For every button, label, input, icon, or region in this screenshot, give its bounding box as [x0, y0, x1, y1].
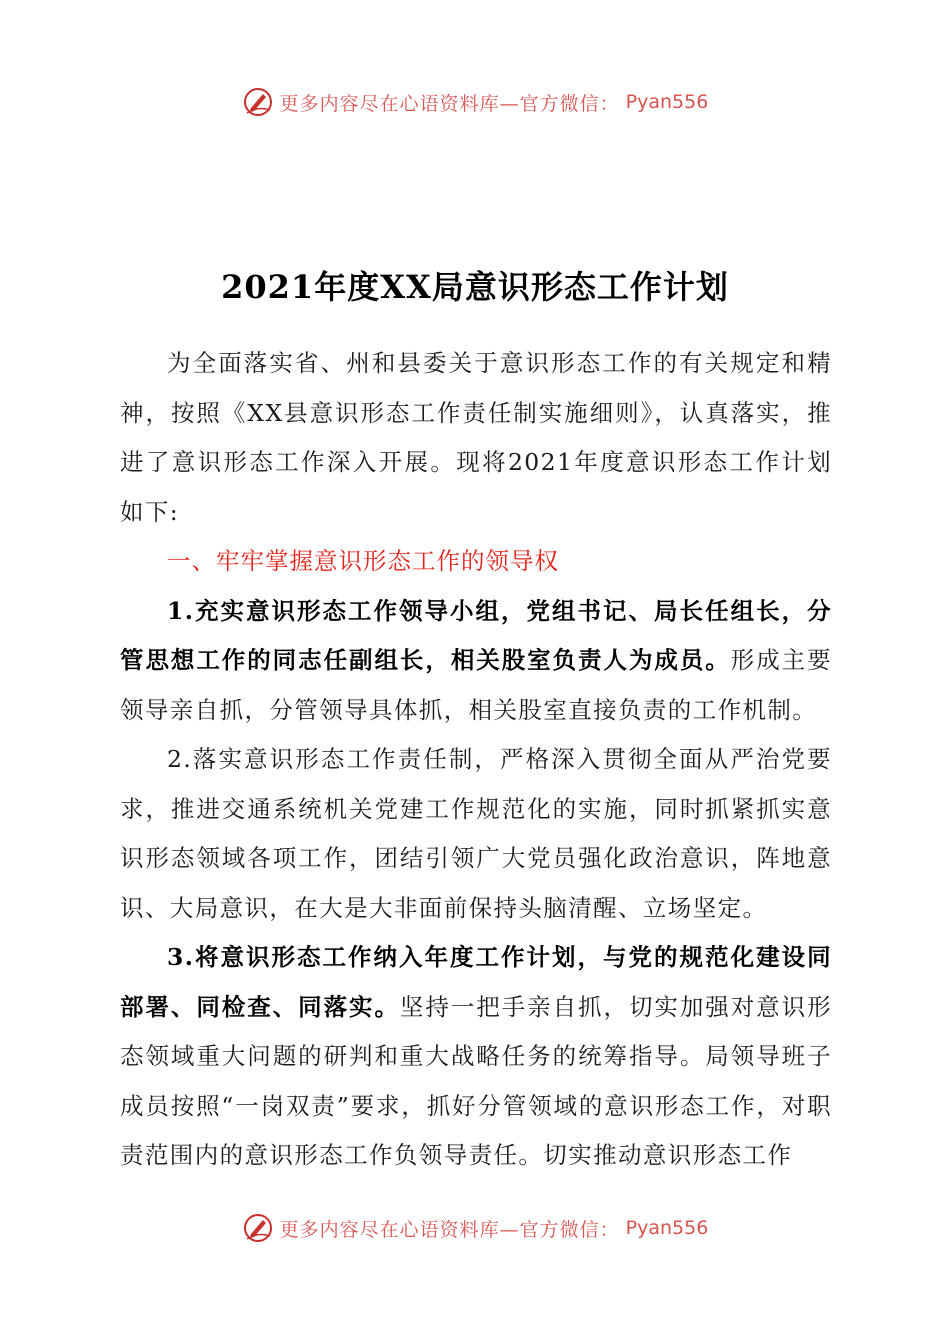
pen-logo-icon — [242, 1212, 274, 1244]
watermark-header — [0, 86, 950, 118]
watermark-text: 更多内容尽在心语资料库—官方微信： — [279, 1218, 620, 1241]
item-3-text: 坚持一把手亲自抓，切实加强对意识形态领域重大问题的研判和重大战略任务的统筹指导。局领导班子成员按照“一岗双责”要求，抓好分管领域的意识形态工作，对职责范围内的意识形态工作负领导责任。切实推动意识形态工作 — [120, 992, 832, 1169]
watermark-footer — [0, 1212, 950, 1244]
document-body — [120, 339, 832, 1181]
item-1-text: 形成主要领导亲自抓，分管领导具体抓，相关股室直接负责的工作机制。 — [120, 646, 832, 724]
item-2-paragraph: 2.落实意识形态工作责任制，严格深入贯彻全面从严治党要求，推进交通系统机关党建工作规范化的实施，同时抓紧抓实意识形态领域各项工作，团结引领广大党员强化政治意识，阵地意识、大局意识，在大是大非面前保持头脑清醒、立场坚定。 — [120, 745, 832, 922]
pen-logo-icon — [242, 86, 274, 118]
item-1-paragraph — [120, 587, 832, 736]
document-title: 2021年度XX局意识形态工作计划 — [221, 268, 729, 306]
watermark-text: 更多内容尽在心语资料库—官方微信： — [279, 92, 620, 115]
watermark-wechat-id: Pyan556 — [625, 91, 709, 113]
section-heading-1: 一、牢牢掌握意识形态工作的领导权 — [167, 547, 559, 575]
item-3-paragraph — [120, 933, 832, 1181]
intro-paragraph: 为全面落实省、州和县委关于意识形态工作的有关规定和精神，按照《XX县意识形态工作责任制实施细则》，认真落实，推进了意识形态工作深入开展。现将2021年度意识形态工作计划如下: — [120, 349, 832, 526]
item-3-bold: 3.将意识形态工作纳入年度工作计划，与党的规范化建设同部署、同检查、同落实。 — [120, 943, 832, 1021]
item-1-bold: 1.充实意识形态工作领导小组，党组书记、局长任组长，分管思想工作的同志任副组长，相关股室负责人为成员。 — [120, 596, 832, 674]
watermark-wechat-id: Pyan556 — [625, 1217, 709, 1239]
